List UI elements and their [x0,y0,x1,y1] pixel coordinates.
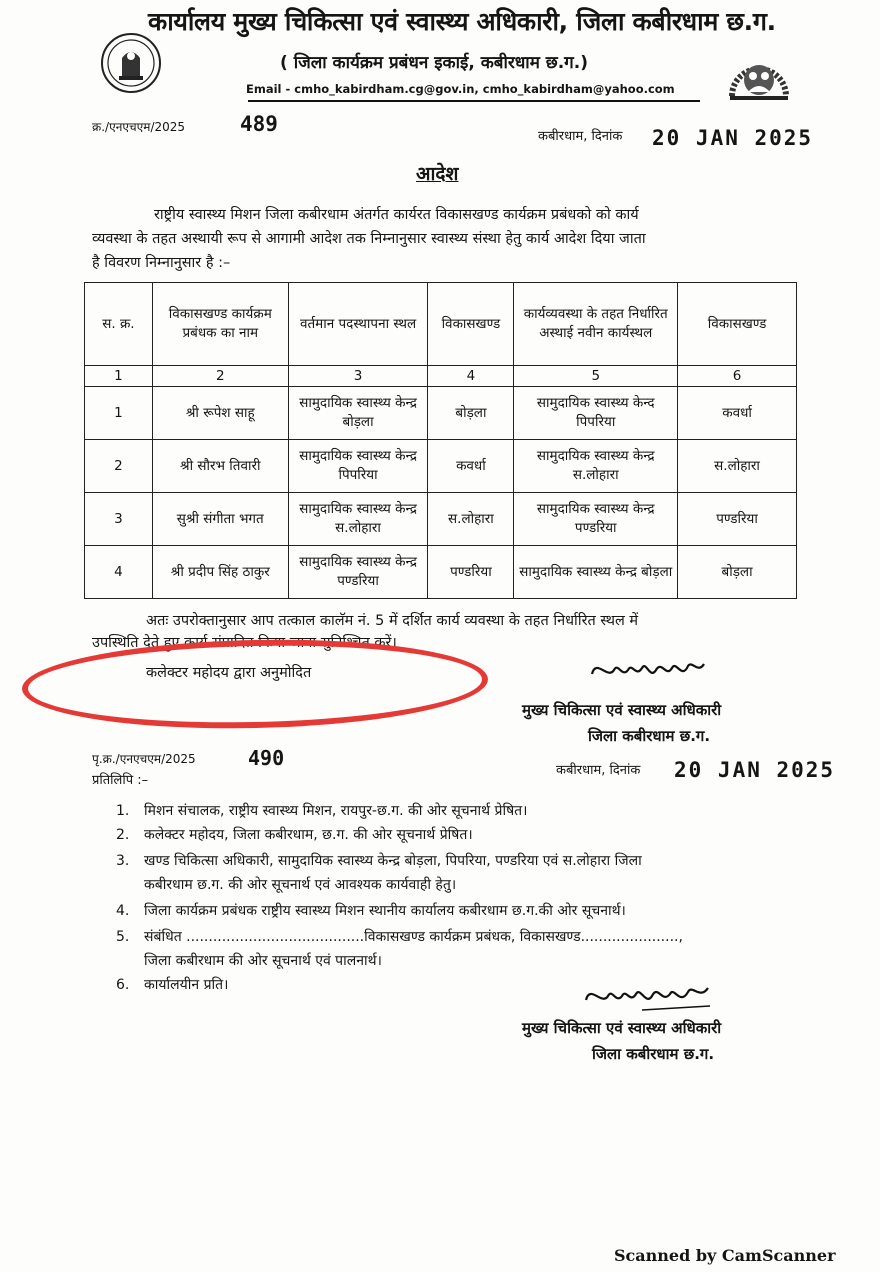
copy-item: मिशन संचालक, राष्ट्रीय स्वास्थ्य मिशन, रायपुर-छ.ग. की ओर सूचनार्थ प्रेषित। [144,803,528,819]
table-cell: श्री सौरभ तिवारी [152,440,288,493]
order-date-label: कबीरधाम, दिनांक [538,129,623,144]
table-cell: सामुदायिक स्वास्थ्य केन्द्र स.लोहारा [514,440,678,493]
copy-number: 5. [116,929,130,945]
table-cell: श्री रूपेश साहू [152,387,288,440]
signature-icon [588,650,708,690]
table-cell: श्री प्रदीप सिंह ठाकुर [152,546,288,599]
copy-ref-number: 490 [248,746,285,770]
signatory-district: जिला कबीरधाम छ.ग. [588,727,711,745]
copy-label: प्रतिलिपि :– [92,773,149,788]
copy-item: जिला कबीरधाम की ओर सूचनार्थ एवं पालनार्थ। [144,953,382,969]
signatory-designation-copy: मुख्य चिकित्सा एवं स्वास्थ्य अधिकारी [522,1019,722,1037]
copy-item: कलेक्टर महोदय, जिला कबीरधाम, छ.ग. की ओर सूचनार्थ प्रेषित। [144,827,473,843]
page-title: आदेश [416,163,459,185]
table-cell: सामुदायिक स्वास्थ्य केन्द्र पण्डरिया [288,546,428,599]
table-cell: 3 [85,493,153,546]
intro-line-2: व्यवस्था के तहत अस्थायी रूप से आगामी आदेश तक निम्नानुसार स्वास्थ्य संस्था हेतु कार्य आदेश दिया जाता [92,231,646,247]
copy-ref-prefix: पृ.क्र./एनएचएम/2025 [92,752,196,766]
intro-line-1: राष्ट्रीय स्वास्थ्य मिशन जिला कबीरधाम अंतर्गत कार्यरत विकासखण्ड कार्यक्रम प्रबंधको को कार्य [154,207,639,223]
copy-number: 6. [116,977,130,993]
col-header: वर्तमान पदस्थापना स्थल [288,283,428,366]
approval-note: कलेक्टर महोदय द्वारा अनुमोदित [146,665,312,681]
signatory-designation: मुख्य चिकित्सा एवं स्वास्थ्य अधिकारी [522,701,722,719]
copy-item: खण्ड चिकित्सा अधिकारी, सामुदायिक स्वास्थ्य केन्द्र बोड़ला, पिपरिया, पण्डरिया एवं स.लोहारा जिला [144,853,642,869]
col-number: 2 [152,366,288,387]
nhm-logo-icon [726,50,792,106]
copy-item: संबंधित ........................................विकासखण्ड कार्यक्रम प्रबंधक, विकासखण्ड......................, [144,929,683,945]
table-cell: 4 [85,546,153,599]
closing-line-1: अतः उपरोक्तानुसार आप तत्काल कालॅम नं. 5 में दर्शित कार्य व्यवस्था के तहत निर्धारित स्थल में [146,613,639,629]
table-cell: कवर्धा [428,440,514,493]
table-cell: 1 [85,387,153,440]
col-header: स. क्र. [85,283,153,366]
header-divider [248,100,700,102]
copy-date: 20 JAN 2025 [674,758,836,782]
col-number: 6 [678,366,797,387]
table-header-row [85,283,797,366]
table-cell: सामुदायिक स्वास्थ्य केन्द्र बोड़ला [514,546,678,599]
table-cell: सामुदायिक स्वास्थ्य केन्द्र पण्डरिया [514,493,678,546]
table-cell: बोड़ला [678,546,797,599]
table-row [85,387,797,440]
col-header: विकासखण्ड [678,283,797,366]
col-number: 5 [514,366,678,387]
closing-line-2: उपस्थिति देते हुए कार्य संपादित किया जाना सुनिश्चित करें। [92,635,397,651]
order-date: 20 JAN 2025 [652,126,814,150]
signatory-district-copy: जिला कबीरधाम छ.ग. [592,1045,715,1063]
copy-date-label: कबीरधाम, दिनांक [556,763,641,778]
table-cell: सुश्री संगीता भगत [152,493,288,546]
table-cell: 2 [85,440,153,493]
email-line: Email - cmho_kabirdham.cg@gov.in, cmho_kabirdham@yahoo.com [246,82,675,96]
order-ref-prefix: क्र./एनएचएम/2025 [92,120,186,134]
unit-name: ( जिला कार्यक्रम प्रबंधन इकाई, कबीरधाम छ.ग.) [280,53,588,73]
scanner-footer: Scanned by CamScanner [614,1246,836,1265]
table-row [85,493,797,546]
col-number: 3 [288,366,428,387]
national-emblem-icon [100,32,162,94]
col-number: 4 [428,366,514,387]
table-cell: स.लोहारा [428,493,514,546]
table-row [85,546,797,599]
col-number: 1 [85,366,153,387]
col-header: विकासखण्ड कार्यक्रम प्रबंधक का नाम [152,283,288,366]
table-row [85,440,797,493]
table-cell: बोड़ला [428,387,514,440]
office-title: कार्यालय मुख्य चिकित्सा एवं स्वास्थ्य अधिकारी, जिला कबीरधाम छ.ग. [148,7,776,36]
assignment-table [84,282,797,599]
copy-item: जिला कार्यक्रम प्रबंधक राष्ट्रीय स्वास्थ्य मिशन स्थानीय कार्यालय कबीरधाम छ.ग.की ओर सूचनार्थ। [144,903,626,919]
copy-item: कबीरधाम छ.ग. की ओर सूचनार्थ एवं आवश्यक कार्यवाही हेतु। [144,877,457,893]
table-cell: पण्डरिया [428,546,514,599]
copy-item: कार्यालयीन प्रति। [144,977,229,993]
copy-number: 3. [116,853,130,869]
table-cell: स.लोहारा [678,440,797,493]
table-cell: कवर्धा [678,387,797,440]
copy-number: 1. [116,803,130,819]
copy-number: 2. [116,827,130,843]
table-cell: सामुदायिक स्वास्थ्य केन्द्र पिपरिया [288,440,428,493]
column-number-row [85,366,797,387]
copy-number: 4. [116,903,130,919]
order-ref-number: 489 [240,112,278,136]
signature-icon [582,976,712,1016]
intro-line-3: है विवरण निम्नानुसार है :– [92,255,231,271]
table-cell: सामुदायिक स्वास्थ्य केन्द पिपरिया [514,387,678,440]
table-cell: सामुदायिक स्वास्थ्य केन्द्र स.लोहारा [288,493,428,546]
table-cell: सामुदायिक स्वास्थ्य केन्द्र बोड़ला [288,387,428,440]
table-cell: पण्डरिया [678,493,797,546]
col-header: विकासखण्ड [428,283,514,366]
col-header: कार्यव्यवस्था के तहत निर्धारित अस्थाई नवीन कार्यस्थल [514,283,678,366]
